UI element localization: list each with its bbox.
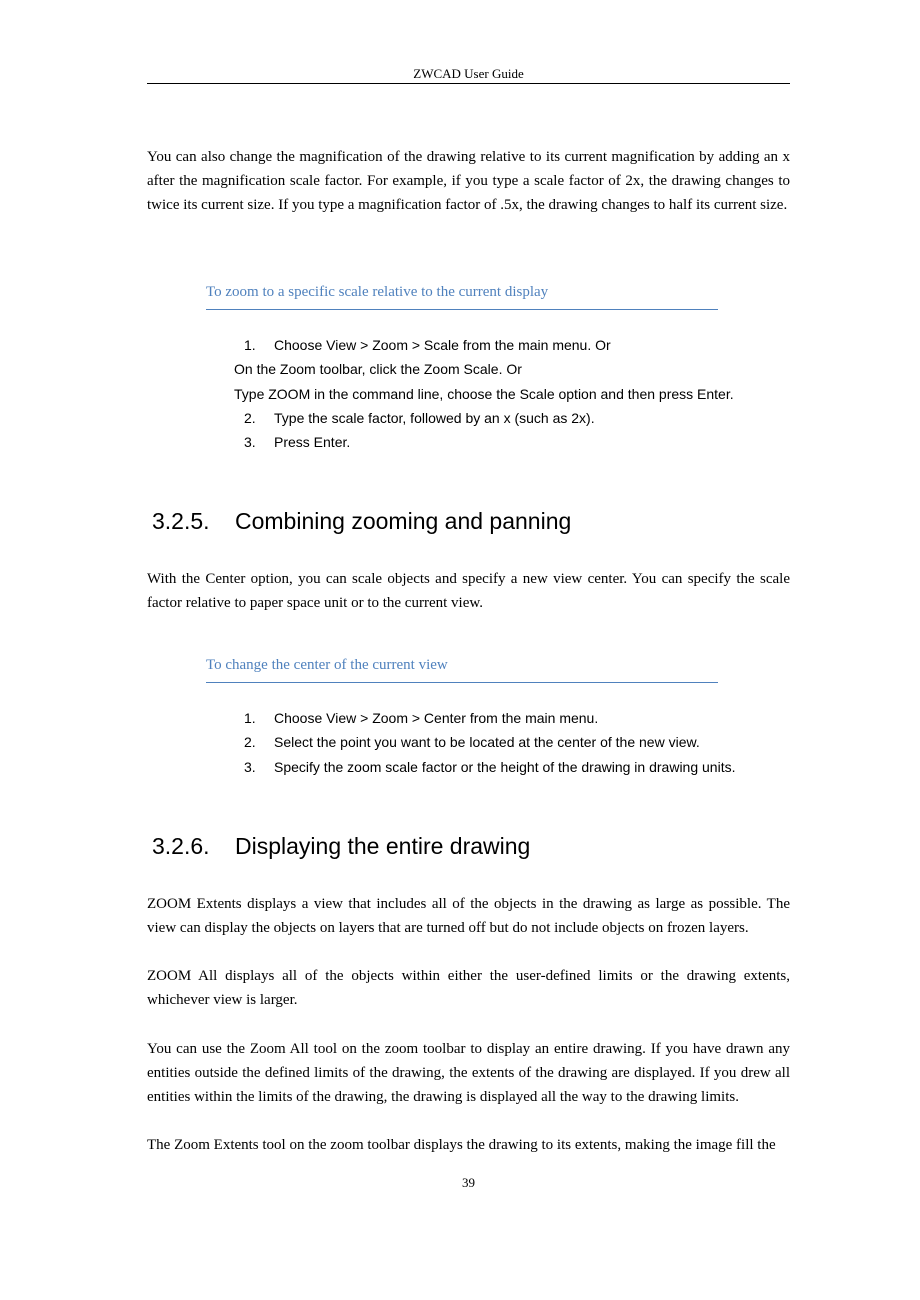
header-title: ZWCAD User Guide: [413, 66, 524, 81]
section-3-2-5-paragraph: With the Center option, you can scale objects and specify a new view center. You can specify the scale factor relative to paper space unit or to the current view.: [147, 571, 790, 611]
section-3-2-6-paragraph-1: ZOOM Extents displays a view that includes all of the objects in the drawing as large as possible. The view can display the objects on layers that are turned off but do not include objects on frozen layers.: [147, 896, 790, 936]
section-3-2-6-paragraph-2: ZOOM All displays all of the objects within either the user-defined limits or the drawing extents, whichever view is larger.: [147, 968, 790, 1008]
section-number: 3.2.5.: [152, 508, 210, 534]
section-title: Displaying the entire drawing: [235, 833, 531, 859]
step-number: 3.: [244, 434, 256, 451]
procedure-title-center: To change the center of the current view: [206, 657, 718, 683]
step-item: [234, 333, 734, 357]
procedure-steps-zoom-scale: [234, 333, 734, 454]
step-item: [234, 382, 734, 406]
section-3-2-6-paragraph-4: The Zoom Extents tool on the zoom toolbar displays the drawing to its extents, making the image fill the: [147, 1137, 776, 1153]
step-text: Type ZOOM in the command line, choose the Scale option and then press Enter.: [234, 385, 734, 402]
section-heading-3-2-5: [152, 508, 571, 535]
section-title: Combining zooming and panning: [235, 508, 572, 534]
section-number: 3.2.6.: [152, 833, 210, 859]
step-number: 2.: [244, 409, 256, 426]
step-text: Select the point you want to be located at the center of the new view.: [274, 734, 700, 751]
step-item: [234, 755, 735, 779]
step-item: [234, 357, 734, 381]
step-text: Type the scale factor, followed by an x (such as 2x).: [274, 409, 595, 426]
page-header: [147, 66, 790, 84]
step-number: 2.: [244, 734, 256, 751]
procedure-title-zoom-scale: To zoom to a specific scale relative to the current display: [206, 284, 718, 310]
step-number: 1.: [244, 710, 256, 726]
step-number: 3.: [244, 758, 256, 775]
step-item: [234, 406, 734, 430]
step-text: Choose View > Zoom > Scale from the main menu. Or: [274, 337, 611, 353]
step-text: On the Zoom toolbar, click the Zoom Scale. Or: [234, 361, 522, 378]
page-number: 39: [462, 1175, 475, 1190]
step-item: [234, 706, 735, 730]
step-text: Choose View > Zoom > Center from the main menu.: [274, 710, 599, 726]
step-text: Specify the zoom scale factor or the height of the drawing in drawing units.: [274, 758, 736, 775]
intro-paragraph: You can also change the magnification of the drawing relative to its current magnification by adding an x after the magnification scale factor. For example, if you type a scale factor of 2x, the drawing changes to twice its current size. If you type a magnification factor of .5x, the drawing changes to half its current size.: [147, 149, 790, 213]
step-item: [234, 430, 734, 454]
section-3-2-6-paragraph-3: You can use the Zoom All tool on the zoom toolbar to display an entire drawing. If you have drawn any entities outside the defined limits of the drawing, the extents of the drawing are displayed. If you drew all entities within the limits of the drawing, the drawing is displayed all the way to the drawing limits.: [147, 1041, 790, 1105]
step-number: 1.: [244, 337, 256, 353]
procedure-steps-center: [234, 706, 735, 779]
step-item: [234, 730, 735, 754]
section-heading-3-2-6: [152, 833, 530, 860]
step-text: Press Enter.: [274, 434, 351, 451]
